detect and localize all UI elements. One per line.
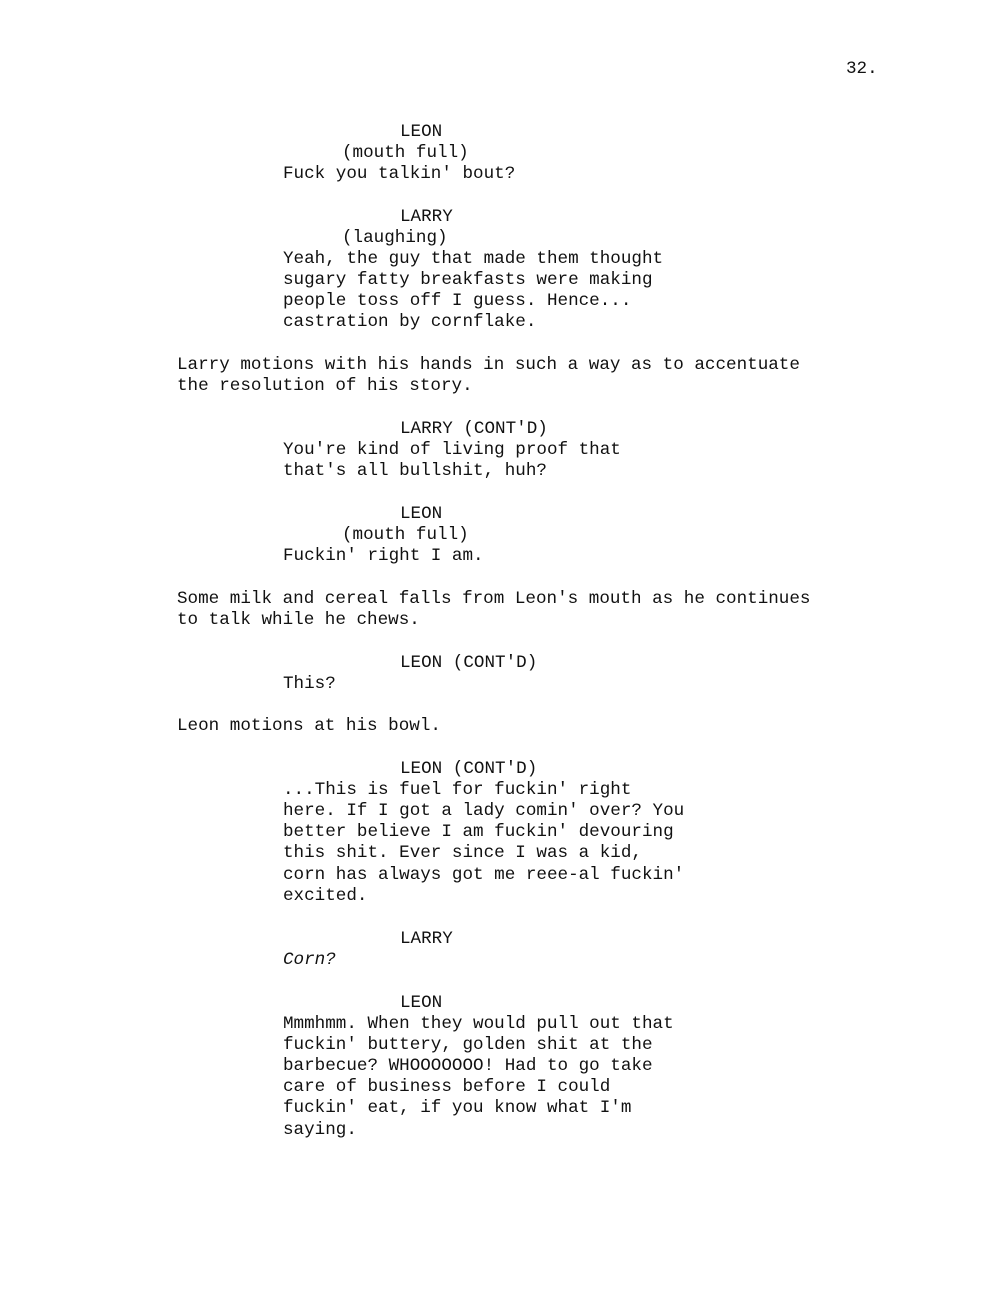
page-number: 32. <box>846 59 878 79</box>
dialogue-line: Corn? <box>283 950 336 970</box>
dialogue-line: care of business before I could <box>283 1077 611 1097</box>
dialogue-line: Mmmhmm. When they would pull out that <box>283 1014 674 1034</box>
character-name: LARRY <box>400 929 453 949</box>
character-name: LEON <box>400 993 443 1013</box>
action-line: Leon motions at his bowl. <box>177 716 441 736</box>
character-name: LEON <box>400 504 443 524</box>
parenthetical: (mouth full) <box>342 525 469 545</box>
dialogue-line: sugary fatty breakfasts were making <box>283 270 653 290</box>
dialogue-line: better believe I am fuckin' devouring <box>283 822 674 842</box>
action-line: Larry motions with his hands in such a way as to accentuate <box>177 355 800 375</box>
dialogue-line: fuckin' buttery, golden shit at the <box>283 1035 653 1055</box>
dialogue-line: here. If I got a lady comin' over? You <box>283 801 685 821</box>
dialogue-line: Fuck you talkin' bout? <box>283 164 516 184</box>
action-line: Some milk and cereal falls from Leon's mouth as he continues <box>177 589 811 609</box>
dialogue-line: Fuckin' right I am. <box>283 546 484 566</box>
dialogue-line: that's all bullshit, huh? <box>283 461 547 481</box>
dialogue-line: excited. <box>283 886 368 906</box>
dialogue-line: barbecue? WHOOOOOOO! Had to go take <box>283 1056 653 1076</box>
dialogue-line: this shit. Ever since I was a kid, <box>283 843 642 863</box>
dialogue-line: people toss off I guess. Hence... <box>283 291 632 311</box>
dialogue-line: ...This is fuel for fuckin' right <box>283 780 632 800</box>
dialogue-line: castration by cornflake. <box>283 312 537 332</box>
dialogue-line: This? <box>283 674 336 694</box>
character-name: LEON (CONT'D) <box>400 653 538 673</box>
dialogue-line: fuckin' eat, if you know what I'm <box>283 1098 632 1118</box>
character-name: LEON (CONT'D) <box>400 759 538 779</box>
dialogue-line: saying. <box>283 1120 357 1140</box>
character-name: LARRY <box>400 207 453 227</box>
parenthetical: (mouth full) <box>342 143 469 163</box>
parenthetical: (laughing) <box>342 228 448 248</box>
dialogue-line: You're kind of living proof that <box>283 440 621 460</box>
dialogue-line: Yeah, the guy that made them thought <box>283 249 664 269</box>
character-name: LEON <box>400 122 443 142</box>
action-line: to talk while he chews. <box>177 610 420 630</box>
action-line: the resolution of his story. <box>177 376 473 396</box>
dialogue-line: corn has always got me reee-al fuckin' <box>283 865 685 885</box>
character-name: LARRY (CONT'D) <box>400 419 548 439</box>
